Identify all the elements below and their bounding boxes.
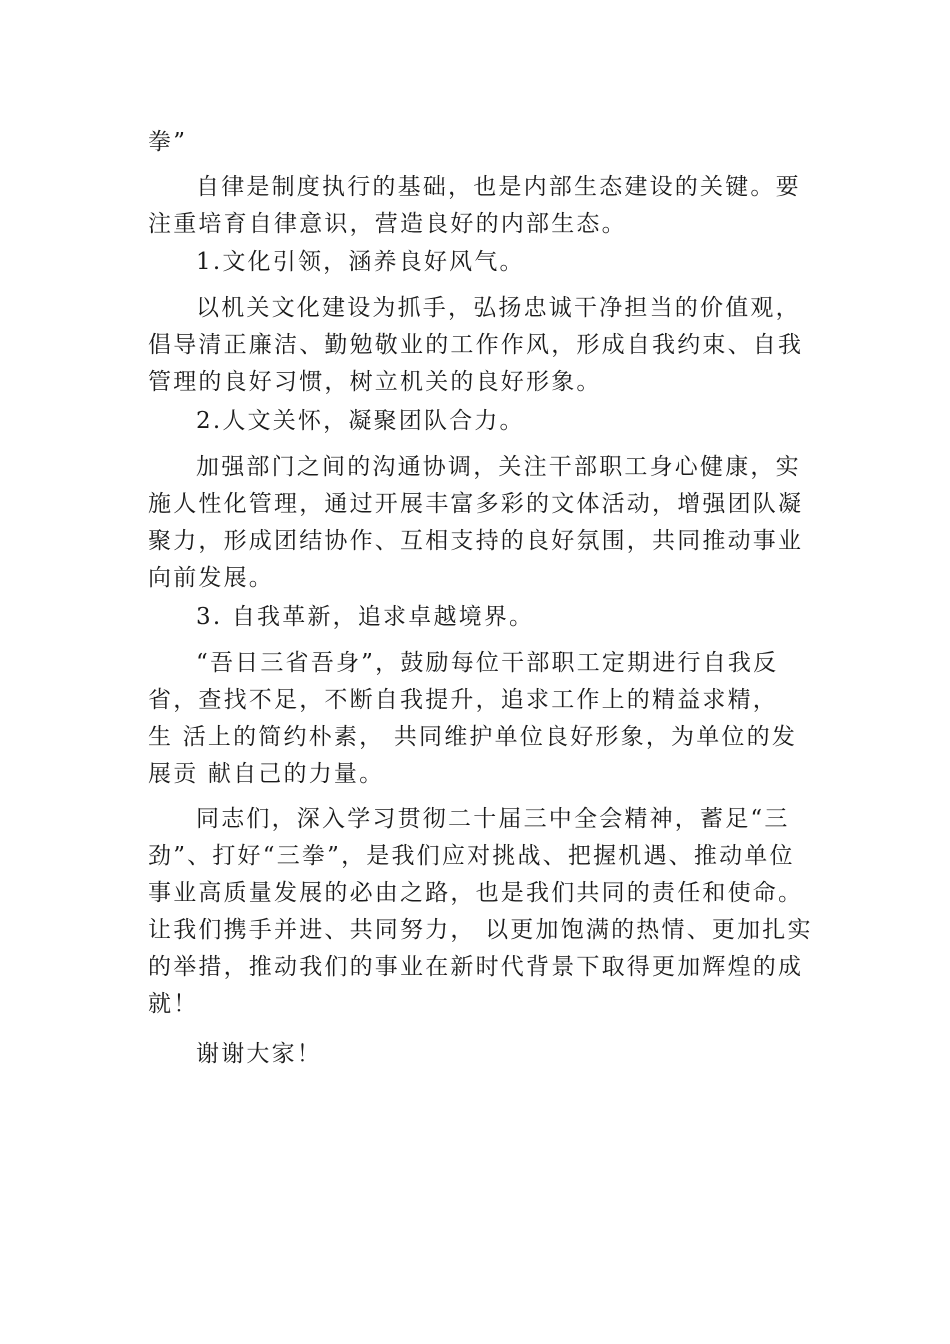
paragraph-line: “吾日三省吾身”，鼓励每位干部职工定期进行自我反: [196, 650, 779, 676]
paragraph-line: 省，查找不足，不断自我提升，追求工作上的精益求精，: [148, 687, 778, 713]
paragraph-line: 生 活上的简约朴素， 共同维护单位良好形象，为单位的发: [148, 724, 798, 750]
paragraph-line: 倡导清正廉洁、勤勉敬业的工作作风，形成自我约束、自我: [148, 332, 804, 358]
closing-line: 谢谢大家！: [196, 1041, 322, 1067]
paragraph-line: 的举措，推动我们的事业在新时代背景下取得更加辉煌的成: [148, 954, 804, 980]
paragraph-line: 注重培育自律意识，营造良好的内部生态。: [148, 211, 627, 237]
heading-item-2: 2.人文关怀，凝聚团队合力。: [196, 408, 525, 434]
paragraph-line: 劲”、打好“三拳”，是我们应对挑战、把握机遇、推动单位: [148, 843, 795, 869]
paragraph-line: 以机关文化建设为抓手，弘扬忠诚干净担当的价值观，: [196, 295, 801, 321]
paragraph-line: 自律是制度执行的基础，也是内部生态建设的关键。要: [196, 174, 801, 200]
paragraph-line: 事业高质量发展的必由之路，也是我们共同的责任和使命。: [148, 880, 804, 906]
paragraph-line: 加强部门之间的沟通协调，关注干部职工身心健康，实: [196, 454, 801, 480]
paragraph-line: 施人性化管理，通过开展丰富多彩的文体活动，增强团队凝: [148, 491, 804, 517]
paragraph-line: 就！: [148, 991, 199, 1017]
paragraph-line: 同志们，深入学习贯彻二十届三中全会精神，蓄足“三: [196, 806, 790, 832]
paragraph-line: 向前发展。: [148, 565, 274, 591]
paragraph-line: 让我们携手并进、共同努力， 以更加饱满的热情、更加扎实: [148, 917, 813, 943]
heading-item-1: 1.文化引领，涵养良好风气。: [196, 249, 525, 275]
paragraph-line: 聚力，形成团结协作、互相支持的良好氛围，共同推动事业: [148, 528, 804, 554]
heading-item-3: 3. 自我革新，追求卓越境界。: [196, 604, 535, 630]
paragraph-line: 展贡 献自己的力量。: [148, 761, 385, 787]
paragraph-line: 管理的良好习惯，树立机关的良好形象。: [148, 369, 602, 395]
text-line-fragment: 拳”: [148, 129, 188, 155]
